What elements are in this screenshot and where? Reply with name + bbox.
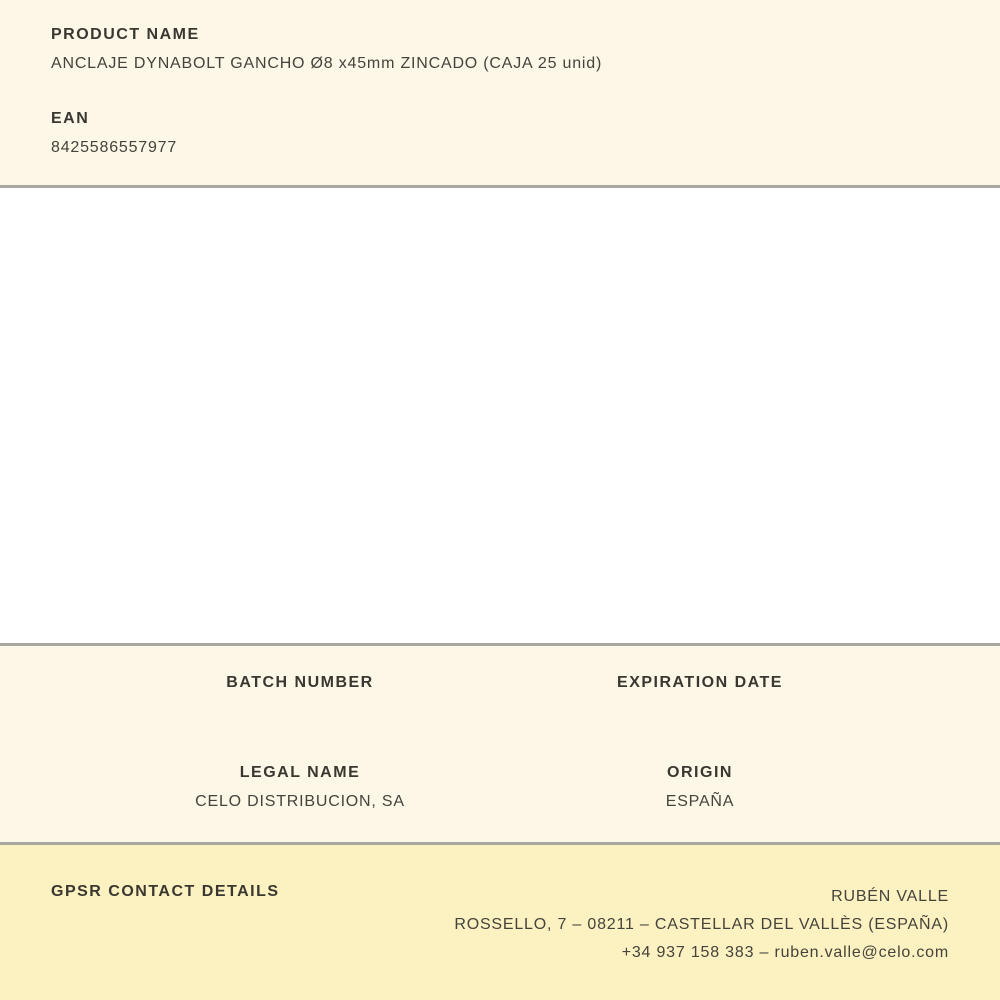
product-header-section: [0, 0, 1000, 185]
origin-field: [500, 764, 900, 811]
ean-value: 8425586557977: [51, 139, 178, 156]
expiration-date-label: EXPIRATION DATE: [617, 674, 783, 691]
origin-value: ESPAÑA: [665, 793, 735, 810]
contact-phone-email: +34 937 158 383 – ruben.valle@celo.com: [621, 944, 949, 961]
gpsr-contact-section: [0, 845, 1000, 1000]
ean-field: [51, 110, 949, 157]
legal-name-label: LEGAL NAME: [239, 764, 361, 781]
legal-name-field: [100, 764, 500, 811]
product-name-field: [51, 26, 949, 73]
batch-expiration-row: [100, 674, 900, 692]
legal-origin-row: [100, 764, 900, 811]
batch-number-label: BATCH NUMBER: [226, 674, 374, 691]
expiration-date-field: [500, 674, 900, 692]
gpsr-contact-details: [280, 883, 949, 1000]
batch-number-field: [100, 674, 500, 692]
origin-label: ORIGIN: [667, 764, 733, 781]
contact-address: ROSSELLO, 7 – 08211 – CASTELLAR DEL VALLÈS (ESPAÑA): [454, 916, 949, 933]
product-name-label: PRODUCT NAME: [51, 26, 200, 43]
ean-label: EAN: [51, 110, 90, 127]
blank-content-area: [0, 188, 1000, 643]
gpsr-contact-left: [51, 883, 280, 1000]
legal-name-value: CELO DISTRIBUCION, SA: [195, 793, 405, 810]
info-grid-section: [0, 646, 1000, 842]
contact-name: RUBÉN VALLE: [831, 888, 949, 905]
gpsr-contact-label: GPSR CONTACT DETAILS: [51, 883, 280, 900]
product-name-value: ANCLAJE DYNABOLT GANCHO Ø8 x45mm ZINCADO (CAJA 25 unid): [51, 55, 603, 72]
